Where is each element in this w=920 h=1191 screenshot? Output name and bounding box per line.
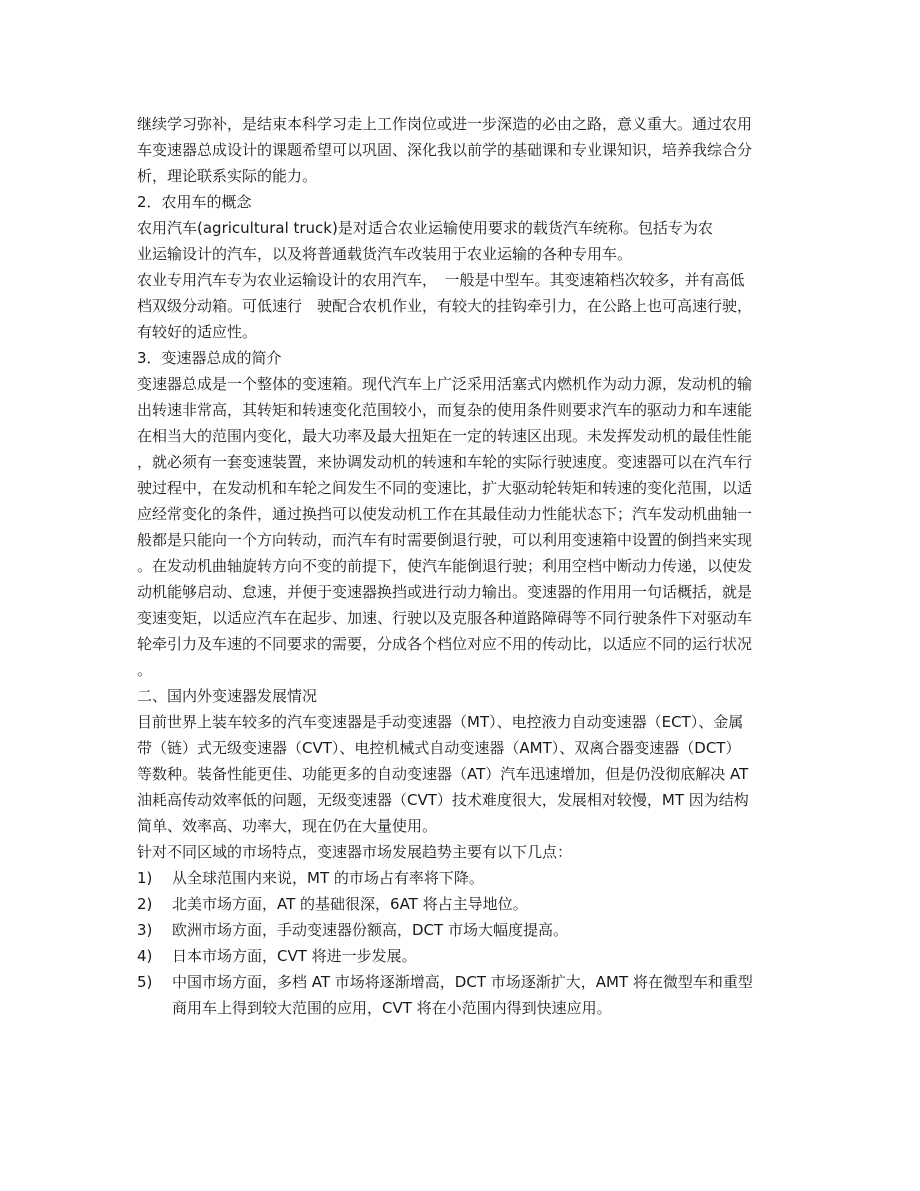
text-line: 油耗高传动效率低的问题，无级变速器（CVT）技术难度很大，发展相对较慢，MT 因为结构 (137, 791, 749, 809)
text-line: 北美市场方面，AT 的基础很深，6AT 将占主导地位。 (172, 895, 528, 913)
market-trends-list (137, 865, 797, 1021)
list-number: 3) (137, 921, 153, 939)
document-body (137, 111, 797, 1021)
text-line: 在相当大的范围内变化，最大功率及最大扭矩在一定的转速区出现。未发挥发动机的最佳性能 (137, 427, 753, 445)
text-line: 继续学习弥补，是结束本科学习走上工作岗位或进一步深造的必由之路，意义重大。通过农用 (137, 115, 753, 133)
list-item (137, 891, 797, 917)
list-item (137, 865, 797, 891)
text-line: 农用汽车(agricultural truck)是对适合农业运输使用要求的载货汽车统称。包括专为农 (137, 219, 713, 237)
list-item (137, 969, 797, 1021)
text-line: 欧洲市场方面，手动变速器份额高，DCT 市场大幅度提高。 (172, 921, 568, 939)
section-heading-agricultural-vehicle: 2．农用车的概念 (137, 193, 252, 211)
agricultural-truck-features-paragraph (137, 267, 797, 345)
text-line: 析，理论联系实际的能力。 (137, 167, 318, 185)
list-number: 1) (137, 869, 153, 887)
list-item (137, 943, 797, 969)
text-line: 有较好的适应性。 (137, 323, 258, 341)
market-trends-intro: 针对不同区域的市场特点，变速器市场发展趋势主要有以下几点： (137, 843, 573, 861)
text-line: 日本市场方面，CVT 将进一步发展。 (172, 947, 417, 965)
transmission-types-paragraph (137, 709, 797, 839)
text-line: 业运输设计的汽车，以及将普通载货汽车改装用于农业运输的各种专用车。 (137, 245, 633, 263)
text-line: 中国市场方面，多档 AT 市场将逐渐增高，DCT 市场逐渐扩大，AMT 将在微型车和重型 (172, 973, 753, 991)
section-heading-transmission-intro: 3．变速器总成的简介 (137, 349, 282, 367)
text-line: 动机能够启动、怠速，并便于变速器换挡或进行动力输出。变速器的作用用一句话概括，就是 (137, 583, 753, 601)
text-line: 简单、效率高、功率大，现在仍在大量使用。 (137, 817, 438, 835)
list-number: 5) (137, 973, 153, 991)
text-line: 变速变矩，以适应汽车在起步、加速、行驶以及克服各种道路障碍等不同行驶条件下对驱动车 (137, 609, 753, 627)
text-line: 出转速非常高，其转矩和转速变化范围较小，而复杂的使用条件则要求汽车的驱动力和车速能 (137, 401, 753, 419)
text-line: 目前世界上装车较多的汽车变速器是手动变速器（MT）、电控液力自动变速器（ECT）、金属 (137, 713, 744, 731)
text-line: 档双级分动箱。可低速行 驶配合农机作业，有较大的挂钩牵引力，在公路上也可高速行驶， (137, 297, 753, 315)
text-line: 农业专用汽车专为农业运输设计的农用汽车， 一般是中型车。其变速箱档次较多，并有高低 (137, 271, 745, 289)
text-line: 变速器总成是一个整体的变速箱。现代汽车上广泛采用活塞式内燃机作为动力源，发动机的输 (137, 375, 753, 393)
text-line: 。在发动机曲轴旋转方向不变的前提下，使汽车能倒退行驶；利用空档中断动力传递，以使发 (137, 557, 753, 575)
text-line: 轮牵引力及车速的不同要求的需要，分成各个档位对应不用的传动比，以适应不同的运行状况 (137, 635, 753, 653)
text-line: 。 (137, 661, 153, 679)
agricultural-truck-definition-paragraph (137, 215, 797, 267)
intro-paragraph (137, 111, 797, 189)
text-line: 驶过程中，在发动机和车轮之间发生不同的变速比，扩大驱动轮转矩和转速的变化范围，以适 (137, 479, 753, 497)
transmission-intro-paragraph (137, 371, 797, 683)
section-heading-transmission-development: 二、国内外变速器发展情况 (137, 687, 318, 705)
text-line: 从全球范围内来说，MT 的市场占有率将下降。 (172, 869, 484, 887)
list-number: 4) (137, 947, 153, 965)
text-line: 等数种。装备性能更佳、功能更多的自动变速器（AT）汽车迅速增加，但是仍没彻底解决 AT (137, 765, 749, 783)
text-line: 车变速器总成设计的课题希望可以巩固、深化我以前学的基础课和专业课知识，培养我综合分 (137, 141, 753, 159)
list-item (137, 917, 797, 943)
list-number: 2) (137, 895, 153, 913)
text-line: 商用车上得到较大范围的应用，CVT 将在小范围内得到快速应用。 (172, 999, 612, 1017)
text-line: 应经常变化的条件，通过换挡可以使发动机工作在其最佳动力性能状态下；汽车发动机曲轴一 (137, 505, 753, 523)
text-line: 带（链）式无级变速器（CVT）、电控机械式自动变速器（AMT）、双离合器变速器（DCT） (137, 739, 741, 757)
text-line: ，就必须有一套变速装置，来协调发动机的转速和车轮的实际行驶速度。变速器可以在汽车行 (137, 453, 753, 471)
text-line: 般都是只能向一个方向转动，而汽车有时需要倒退行驶，可以利用变速箱中设置的倒挡来实现 (137, 531, 753, 549)
